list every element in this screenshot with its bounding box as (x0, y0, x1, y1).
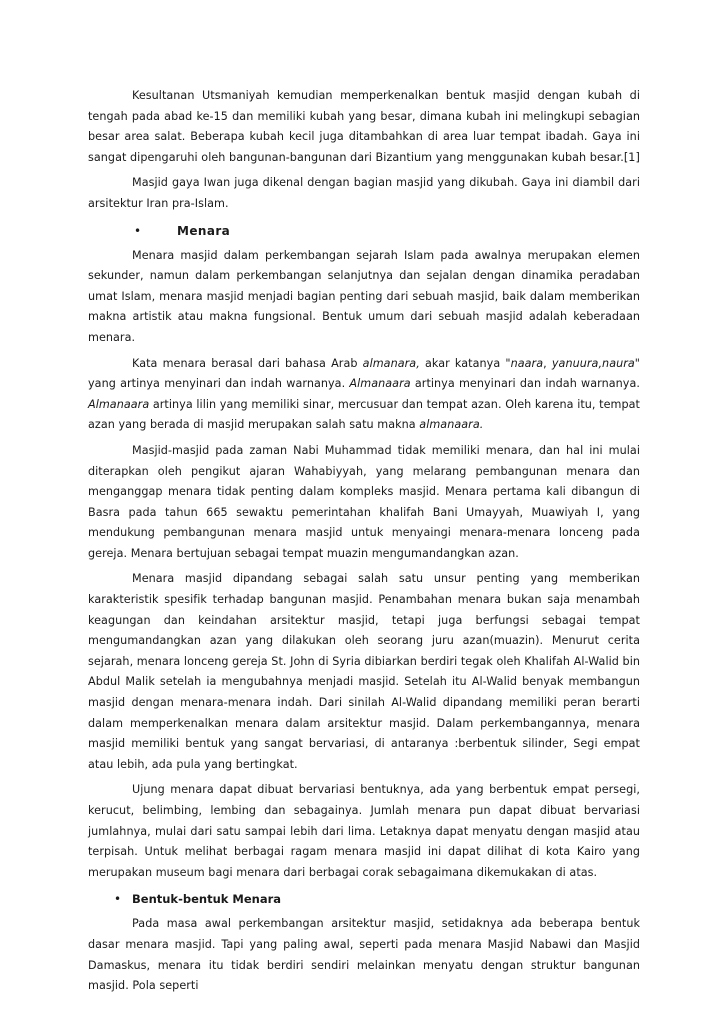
heading-bentuk-row (88, 888, 640, 910)
italic-term: naara (510, 356, 544, 370)
bullet-icon: • (114, 892, 122, 907)
document-page (88, 86, 640, 1002)
text-run: artinya lilin yang memiliki sinar, mercusuar dan tempat azan. Oleh karena itu, tempat azan yang berada di masjid merupakan salah satu makna (88, 397, 640, 432)
paragraph-variations: Ujung menara dapat dibuat bervariasi bentuknya, ada yang berbentuk empat persegi, kerucut, belimbing, lembing dan sebagainya. Jumlah menara pun dapat dibuat bervariasi jumlahnya, mulai dari satu sampai lebih dari lima. Letaknya dapat menyatu dengan masjid atau terpisah. Untuk melihat berbagai ragam menara masjid ini dapat dilihat di kota Kairo yang merupakan museum bagi menara dari berbagai corak sebagaimana dikemukakan di atas. (88, 783, 640, 879)
paragraph-iwan: Masjid gaya Iwan juga dikenal dengan bagian masjid yang dikubah. Gaya ini diambil dari arsitektur Iran pra-Islam. (88, 176, 640, 210)
heading-menara-row (88, 220, 640, 242)
heading-menara: Menara (177, 223, 231, 238)
italic-term: Almanaara (88, 397, 150, 411)
paragraph-menara-intro: Menara masjid dalam perkembangan sejarah Islam pada awalnya merupakan elemen sekunder, namun dalam perkembangan selanjutnya dan sejalan dengan dinamika peradaban umat Islam, menara masjid menjadi bagian penting dari sebuah masjid, baik dalam memberikan makna artistik atau makna fungsional. Bentuk umum dari sebuah masjid adalah keberadaan menara. (88, 248, 640, 344)
italic-term: Almanaara (349, 377, 411, 391)
paragraph-etymology (88, 354, 640, 436)
italic-term: yanuura,naura (551, 356, 635, 370)
paragraph-utsmaniyah: Kesultanan Utsmaniyah kemudian memperkenalkan bentuk masjid dengan kubah di tengah pada abad ke-15 dan memiliki kubah yang besar, dimana kubah ini melingkupi sebagian besar area salat. Beberapa kubah kecil juga ditambahkan di area luar tempat ibadah. Gaya ini sangat dipengaruhi oleh bangunan-bangunan dari Bizantium yang menggunakan kubah besar.[1] (88, 89, 640, 164)
paragraph-history: Masjid-masjid pada zaman Nabi Muhammad tidak memiliki menara, dan hal ini mulai diterapkan oleh pengikut ajaran Wahabiyyah, yang melarang pembangunan menara dan menganggap menara tidak penting dalam kompleks masjid. Menara pertama kali dibangun di Basra pada tahun 665 sewaktu pemerintahan khalifah Bani Umayyah, Muawiyah I, yang mendukung pembangunan menara masjid untuk menyaingi menara-menara lonceng pada gereja. Menara bertujuan sebagai tempat muazin mengumandangkan azan. (88, 443, 640, 560)
heading-bentuk-menara: Bentuk-bentuk Menara (132, 892, 282, 907)
bullet-icon: • (134, 223, 142, 238)
text-run: " yang artinya menyinari dan indah warnanya. (88, 356, 640, 391)
paragraph-early-forms: Pada masa awal perkembangan arsitektur masjid, setidaknya ada beberapa bentuk dasar menara masjid. Tapi yang paling awal, seperti pada menara Masjid Nabawi dan Masjid Damaskus, menara itu tidak berdiri sendiri melainkan menyatu dengan struktur bangunan masjid. Pola seperti (88, 917, 640, 993)
text-run: artinya menyinari dan indah warnanya. (410, 377, 640, 391)
italic-term: almanara, (362, 356, 420, 370)
text-run: Kata menara berasal dari bahasa Arab (132, 356, 363, 370)
italic-term: almanaara. (419, 418, 484, 432)
text-run: akar katanya " (419, 356, 511, 370)
text-run: , (543, 356, 552, 370)
paragraph-characteristics: Menara masjid dipandang sebagai salah satu unsur penting yang memberikan karakteristik spesifik terhadap bangunan masjid. Penambahan menara bukan saja menambah keagungan dan keindahan arsitektur masjid, tetapi juga berfungsi sebagai tempat mengumandangkan azan yang dilakukan oleh seorang juru azan(muazin). Menurut cerita sejarah, menara lonceng gereja St. John di Syria dibiarkan berdiri tegak oleh Khalifah Al-Walid bin Abdul Malik setelah ia mengubahnya menjadi masjid. Setelah itu Al-Walid benyak membangun masjid dengan menara-menara indah. Dari sinilah Al-Walid dipandang memiliki peran berarti dalam memperkenalkan menara dalam arsitektur masjid. Dalam perkembangannya, menara masjid memiliki bentuk yang sangat bervariasi, di antaranya :berbentuk silinder, Segi empat atau lebih, ada pula yang bertingkat. (88, 572, 640, 771)
